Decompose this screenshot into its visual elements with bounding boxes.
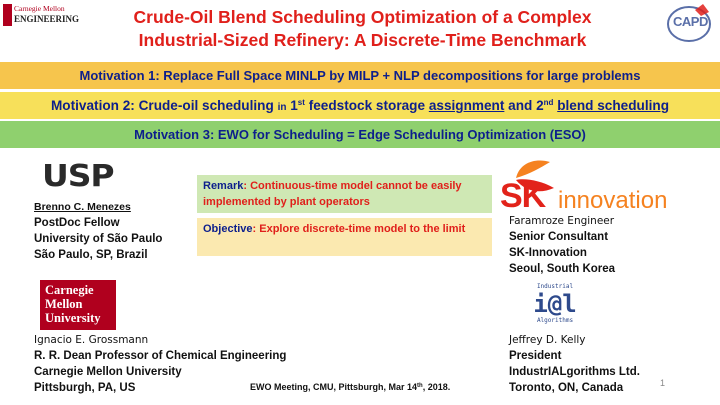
capd-logo-text: CAPD	[673, 14, 708, 29]
motivation-2-st: st	[297, 98, 305, 107]
cmu-logo-line-2: Mellon	[45, 297, 83, 311]
objective-label: Objective	[203, 223, 253, 235]
meeting-footer-prefix: EWO Meeting, CMU, Pittsburgh, Mar 14	[250, 382, 418, 392]
remark-box	[197, 175, 492, 213]
cmu-engineering-logo	[3, 3, 80, 29]
cmu-logo-line-3: University	[45, 311, 101, 325]
ial-person-city: Toronto, ON, Canada	[509, 382, 624, 394]
ial-person-name: Jeffrey D. Kelly	[509, 334, 586, 346]
ial-person-org: IndustrIALgorithms Ltd.	[509, 366, 640, 378]
cmu-person-name: Ignacio E. Grossmann	[34, 334, 149, 346]
usp-person-name: Brenno C. Menezes	[34, 201, 131, 213]
cmu-logo	[40, 280, 116, 330]
motivation-2-prefix: Motivation 2: Crude-oil scheduling	[50, 98, 278, 113]
objective-box	[197, 218, 492, 256]
cmu-engineering-logo-bottom-text: ENGINEERING	[14, 14, 80, 24]
sk-person-org: SK-Innovation	[509, 247, 587, 259]
motivation-1-band: Motivation 1: Replace Full Space MINLP by MILP + NLP decompositions for large problems	[0, 62, 720, 89]
ial-logo-mid-text: i@l	[533, 290, 577, 318]
usp-person-block	[34, 199, 162, 263]
motivation-2-in: in	[277, 102, 287, 113]
motivation-2-assignment: assignment	[428, 98, 505, 113]
sk-innovation-logo	[500, 158, 690, 213]
cmu-person-city: Pittsburgh, PA, US	[34, 382, 136, 394]
motivation-2-blend-scheduling: blend scheduling	[557, 98, 669, 113]
usp-person-role: PostDoc Fellow	[34, 217, 120, 229]
ial-logo	[525, 283, 585, 331]
title-line-2: Industrial-Sized Refinery: A Discrete-Time Benchmark	[138, 30, 587, 50]
remark-text: : Continuous-time model cannot be easily implemented by plant operators	[203, 180, 462, 208]
motivation-2-and: and 2	[504, 98, 544, 113]
sk-innovation-text: innovation	[558, 187, 668, 214]
motivation-2-feedstock: feedstock storage	[304, 98, 429, 113]
usp-logo-text: USP	[42, 159, 114, 194]
page-title	[90, 6, 635, 52]
motivation-2-band	[0, 92, 720, 119]
cmu-person-block	[34, 332, 286, 396]
sk-person-name: Faramroze Engineer	[509, 215, 615, 227]
remark-label: Remark	[203, 180, 244, 192]
title-line-1: Crude-Oil Blend Scheduling Optimization of a Complex	[133, 7, 592, 27]
cmu-person-role: R. R. Dean Professor of Chemical Engineering	[34, 350, 287, 362]
capd-logo	[665, 2, 717, 44]
usp-logo	[42, 159, 114, 196]
cmu-person-org: Carnegie Mellon University	[34, 366, 182, 378]
ial-logo-top-text: Industrial	[536, 283, 574, 290]
ial-logo-bottom-text: Algorithms	[536, 317, 574, 324]
sk-person-role: Senior Consultant	[509, 231, 609, 243]
ial-person-block	[509, 332, 640, 396]
cmu-engineering-logo-mark	[3, 4, 12, 26]
cmu-logo-line-1: Carnegie	[45, 283, 94, 297]
usp-person-city: São Paulo, SP, Brazil	[34, 249, 148, 261]
meeting-footer	[250, 382, 450, 392]
sk-person-city: Seoul, South Korea	[509, 263, 616, 275]
cmu-engineering-logo-top-text: Carnegie Mellon	[14, 4, 65, 13]
meeting-footer-sup: th	[417, 383, 423, 389]
objective-text: : Explore discrete-time model to the limit	[252, 223, 466, 235]
page-number: 1	[660, 378, 666, 388]
motivation-3-band: Motivation 3: EWO for Scheduling = Edge Scheduling Optimization (ESO)	[0, 121, 720, 148]
motivation-2-nd: nd	[543, 98, 554, 107]
sk-person-block	[509, 213, 615, 277]
ial-person-role: President	[509, 350, 562, 362]
sk-logo-text: SK	[500, 177, 546, 215]
meeting-footer-suffix: , 2018.	[422, 382, 451, 392]
usp-person-org: University of São Paulo	[34, 233, 163, 245]
motivation-2-first: 1	[286, 98, 298, 113]
